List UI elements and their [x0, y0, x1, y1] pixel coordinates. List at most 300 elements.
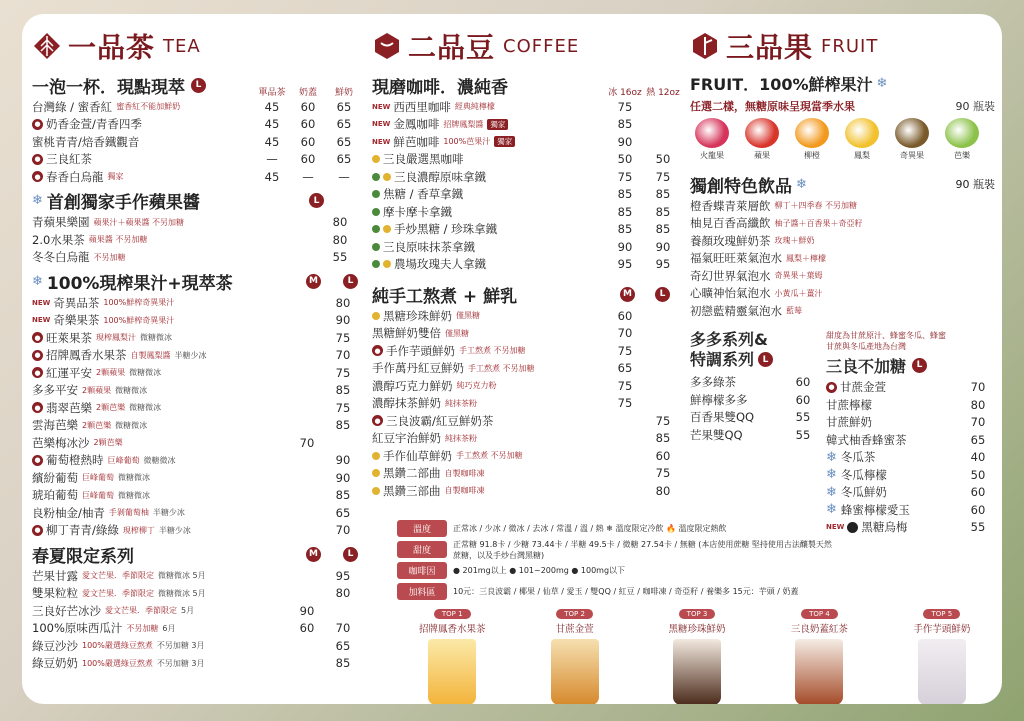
item-name: [32, 249, 318, 265]
drink-cup-icon: [551, 639, 599, 704]
snowflake-icon: ❄: [32, 273, 43, 289]
item-note: 藍莓: [786, 306, 802, 316]
item-label: 濃醇抹茶鮮奶: [372, 396, 441, 411]
item-name: [826, 467, 961, 483]
drink-cup-icon: [918, 639, 966, 704]
tea-title: [32, 22, 362, 70]
drink-cup-icon: [673, 639, 721, 704]
item-price: 55: [332, 250, 348, 265]
item-name: [32, 295, 290, 311]
item-price: 85: [617, 222, 633, 237]
item-name: [32, 151, 254, 167]
item-price: 45: [264, 99, 280, 114]
item-label: 招牌鳳香水果茶: [46, 348, 127, 363]
menu-item: [690, 197, 995, 215]
item-name: [690, 215, 995, 231]
item-note: 100%鮮榨奇異果汁: [103, 315, 175, 325]
fruit-label: 柳橙: [804, 151, 820, 160]
medium-size-badge: M: [306, 547, 321, 562]
menu-item: [32, 655, 362, 673]
juice-subtitle: 任選二樣，無糖原味呈現當季水果 90 瓶裝: [690, 100, 995, 113]
item-label: 柚見百香高纖飲: [690, 216, 771, 231]
item-price: 85: [655, 204, 671, 219]
item-name: [372, 186, 606, 202]
menu-item: [372, 482, 682, 500]
item-label: 福氣旺旺萊氣泡水: [690, 251, 782, 266]
top-rank: TOP 2: [556, 609, 593, 619]
menu-item: [372, 256, 682, 274]
item-name: [826, 502, 961, 518]
large-size-badge: L: [655, 287, 670, 302]
item-label: 手作仙草鮮奶: [383, 448, 452, 463]
item-label: 三良紅茶: [46, 152, 92, 167]
item-note: 自製咖啡凍: [444, 468, 485, 478]
item-price: 65: [335, 638, 351, 653]
item-label: 黑糖珍珠鮮奶: [383, 308, 452, 323]
item-label: 養顏玫瑰鮮奶茶: [690, 233, 771, 248]
item-note: 微糖微冰: [129, 368, 162, 378]
item-price: 65: [617, 361, 633, 376]
item-label: 2.0水果茶: [32, 232, 85, 247]
item-note: 微糖微冰: [115, 420, 148, 430]
item-price: 85: [655, 431, 671, 446]
menu-item: [32, 585, 362, 603]
snowflake-icon: ❄: [826, 449, 837, 465]
menu-item: [32, 452, 362, 470]
medium-size-badge: M: [306, 274, 321, 289]
tea-section-2: [32, 188, 362, 267]
item-price: 85: [335, 656, 351, 671]
fruit-label: 鳳梨: [854, 151, 870, 160]
item-price: 65: [335, 505, 351, 520]
item-price: 40: [970, 450, 986, 465]
item-name: [32, 232, 318, 248]
medium-size-badge: M: [620, 287, 635, 302]
item-label: 手作萬丹紅豆鮮奶: [372, 361, 464, 376]
coffee-section-2: [372, 281, 682, 500]
menu-item: [32, 469, 362, 487]
item-price: 95: [335, 568, 351, 583]
item-price: 55: [970, 520, 986, 535]
item-note: 微糖微冰: [140, 333, 172, 343]
large-size-badge: L: [191, 78, 206, 93]
item-name: [372, 448, 606, 464]
item-name: [826, 379, 961, 395]
item-label: 良粉柚金/柚青: [32, 505, 105, 520]
item-name: [372, 395, 606, 411]
item-note: 奇異果＋葉姆: [774, 271, 823, 281]
item-label: 奇幻世界氣泡水: [690, 268, 771, 283]
item-label: 柳丁青青/綠綠: [46, 523, 119, 538]
large-size-badge: L: [343, 274, 358, 289]
item-price: 85: [617, 187, 633, 202]
item-price: 60: [617, 308, 633, 323]
item-note: 巨峰葡萄: [82, 473, 114, 483]
menu-item: [32, 487, 362, 505]
menu-item: [826, 396, 995, 414]
item-note: 巨峰葡萄: [107, 455, 140, 465]
item-price: 50: [970, 467, 986, 482]
item-note: 手工熬煮 不另加糖: [456, 451, 523, 461]
item-label: 青蘋果樂園: [32, 215, 90, 230]
item-note: 愛文芒果．季節限定: [82, 588, 154, 598]
caffeine-low-icon: [372, 173, 380, 181]
item-name: [32, 116, 254, 132]
menu-item: [826, 414, 995, 432]
tea-cup-icon: ●: [32, 332, 43, 343]
item-note: 微糖微冰: [143, 455, 176, 465]
menu-item: [32, 231, 362, 249]
tea-section-4: [32, 541, 362, 672]
item-note: 不另加糖: [126, 623, 159, 633]
legend-row: [397, 519, 837, 538]
top-name: 三良奶蓋紅茶: [790, 624, 848, 635]
menu-item: [32, 116, 362, 134]
new-badge: NEW: [372, 120, 391, 129]
tea-section-1: [32, 72, 362, 186]
item-label: 農場玫瑰夫人拿鐵: [394, 257, 486, 272]
item-name: [826, 397, 961, 413]
top-name: 甘蔗金萱: [555, 624, 594, 635]
item-name: [372, 413, 606, 429]
item-price: 60: [970, 502, 986, 517]
snowflake-icon: ❄: [32, 193, 43, 208]
fruit-list: [690, 118, 995, 161]
item-name: [826, 484, 961, 500]
item-label: 金鳳咖啡: [393, 117, 440, 132]
item-label: 濃醇巧克力鮮奶: [372, 378, 453, 393]
item-name: [826, 432, 961, 448]
item-price: 75: [655, 466, 671, 481]
item-note: 不另加糖: [93, 252, 126, 262]
menu-item: [372, 98, 682, 116]
menu-item: [690, 374, 818, 392]
item-name: [372, 221, 606, 237]
item-price: 75: [335, 400, 351, 415]
item-note: 5月: [181, 606, 195, 616]
item-price: 85: [335, 418, 351, 433]
menu-item: [690, 250, 995, 268]
item-note: 2顆芭樂: [96, 403, 126, 413]
caffeine-low-icon: [372, 225, 380, 233]
item-name: [690, 392, 788, 408]
item-note: 100%嚴選綠豆熬煮: [82, 641, 153, 651]
menu-item: [32, 620, 362, 638]
item-label: 三良波霸/紅豆鮮奶茶: [386, 413, 494, 428]
item-label: 旺萊果茶: [46, 330, 92, 345]
caffeine-mid-icon: [372, 312, 380, 320]
item-price: 80: [970, 397, 986, 412]
tea-cup-icon: ●: [826, 382, 837, 393]
item-label: 翡翠芭樂: [46, 400, 92, 415]
tea-cup-icon: ●: [32, 350, 43, 361]
item-label: 甘蔗金萱: [840, 380, 886, 395]
item-price: 90: [617, 134, 633, 149]
item-price: 95: [655, 257, 671, 272]
item-label: 手作芋頭鮮奶: [386, 343, 455, 358]
item-name: [372, 378, 606, 394]
fruit-label: 火龍果: [700, 151, 724, 160]
menu-item: [690, 285, 995, 303]
item-label: 焦糖 / 香草拿鐵: [383, 187, 464, 202]
item-note: 手工熬煮 不另加糖: [459, 346, 526, 356]
item-name: [372, 256, 606, 272]
caffeine-mid-icon: [372, 452, 380, 460]
section-title: ❄ 首創獨家手作蘋果醬 L: [32, 188, 362, 214]
item-name: [32, 365, 290, 381]
caffeine-mid-icon: [383, 260, 391, 268]
item-name: [372, 99, 606, 115]
item-note: 蜜香紅不能加鮮奶: [116, 102, 181, 112]
item-name: [690, 285, 995, 301]
orange-icon: [795, 118, 829, 148]
section-title: 一泡一杯．現點現萃 L: [32, 72, 254, 98]
item-price: 85: [617, 117, 633, 132]
item-label: 葡萄橙熱時: [46, 453, 104, 468]
item-note: 經典純檸檬: [454, 102, 495, 112]
menu-item: [372, 168, 682, 186]
item-label: 三良原味抹茶拿鐵: [383, 239, 475, 254]
menu-item: [32, 214, 362, 232]
caffeine-mid-icon: [372, 155, 380, 163]
menu-item: [690, 215, 995, 233]
menu-item: [32, 347, 362, 365]
menu-item: [32, 249, 362, 267]
item-price: 60: [655, 448, 671, 463]
fruit-item: [790, 118, 834, 161]
item-label: 多多平安: [32, 383, 78, 398]
fruit-icon: [690, 31, 720, 61]
item-label: 奇樂果茶: [53, 313, 100, 328]
top-seller: [887, 609, 997, 704]
item-label: 繽紛葡萄: [32, 470, 78, 485]
apple-icon: [745, 118, 779, 148]
item-label: 冬冬白烏龍: [32, 250, 90, 265]
caffeine-low-icon: [372, 243, 380, 251]
item-name: [32, 347, 290, 363]
item-name: [32, 330, 290, 346]
item-name: [32, 400, 290, 416]
item-price: 45: [264, 117, 280, 132]
fruit-item: [840, 118, 884, 161]
item-name: [32, 638, 290, 654]
new-badge: NEW: [32, 316, 51, 325]
item-note: 柳丁＋四季春 不另加糖: [774, 201, 858, 211]
menu-item: [826, 431, 995, 449]
top-name: 手作芋頭鮮奶: [913, 624, 971, 635]
item-note: 現榨柳丁: [122, 525, 155, 535]
item-note: 不另加糖 3月: [156, 641, 205, 651]
tea-title-en: TEA: [163, 35, 201, 57]
menu-item: [32, 417, 362, 435]
tea-column: [32, 14, 362, 704]
snowflake-icon: ❄: [796, 176, 807, 192]
caffeine-mid-icon: [372, 469, 380, 477]
caffeine-mid-icon: [372, 487, 380, 495]
item-price: 60: [299, 621, 315, 636]
tea-cup-icon: ●: [32, 402, 43, 413]
item-label: 綠豆沙沙: [32, 638, 78, 653]
item-label: 西西里咖啡: [393, 99, 451, 114]
item-price: 75: [617, 378, 633, 393]
tea-title-zh: 一品茶: [68, 31, 156, 64]
item-name: [372, 360, 606, 376]
menu-item: [32, 522, 362, 540]
item-price: 75: [617, 99, 633, 114]
item-note: 微糖微冰: [115, 385, 148, 395]
top-rank: TOP 1: [434, 609, 471, 619]
top-seller: [642, 609, 752, 704]
item-label: 奶香金萱/青香四季: [46, 117, 142, 132]
item-label: 綠豆奶奶: [32, 656, 78, 671]
item-note: 手工熬煮 不另加糖: [468, 363, 535, 373]
menu-item: [372, 360, 682, 378]
item-note: 100%鮮榨奇異果汁: [103, 298, 175, 308]
legend-value: 正常冰 / 少冰 / 微冰 / 去冰 / 常溫 / 溫 / 熱 ❄ 溫度限定冷飲 🔥 溫度限定熱飲: [453, 524, 727, 533]
kiwi-icon: [895, 118, 929, 148]
item-price: 55: [795, 410, 811, 425]
legend-value: 正常糖 91.8卡 / 少糖 73.44卡 / 半糖 49.5卡 / 微糖 27.54卡 / 無糖 (本店使用蔗糖 堅持使用古法釀製天然蔗糖，以及手炒台灣黑糖): [453, 539, 832, 560]
coffee-title: [372, 22, 682, 70]
caffeine-low-icon: [372, 190, 380, 198]
item-label: 心曠神怡氣泡水: [690, 286, 771, 301]
menu-item: [372, 221, 682, 239]
item-label: 黑鑽二部曲: [383, 466, 441, 481]
item-name: [32, 382, 290, 398]
menu-item: [372, 465, 682, 483]
item-label: 芭樂梅冰沙: [32, 435, 90, 450]
item-price: 65: [336, 152, 352, 167]
menu-item: [372, 395, 682, 413]
item-label: 紅豆宇治鮮奶: [372, 431, 441, 446]
tea-cup-icon: ●: [372, 345, 383, 356]
item-label: 甘蔗鮮奶: [826, 415, 872, 430]
item-note: 僅黑糖: [445, 328, 469, 338]
menu-item: [690, 391, 818, 409]
item-price: 70: [970, 415, 986, 430]
item-price: 70: [970, 380, 986, 395]
item-price: 75: [655, 169, 671, 184]
item-note: 半糖少冰: [174, 350, 207, 360]
item-label: 黑鑽三部曲: [383, 483, 441, 498]
item-name: [372, 239, 606, 255]
item-label: 初戀藍精靈氣泡水: [690, 303, 782, 318]
item-note: 玫瑰＋鮮奶: [774, 236, 815, 246]
coffee-bean-icon: [372, 31, 402, 61]
drink-cup-icon: [795, 639, 843, 704]
item-label: 鮮檸檬多多: [690, 392, 748, 407]
item-name: [32, 417, 290, 433]
menu-item: [372, 116, 682, 134]
item-note: 鳳梨＋檸檬: [786, 253, 826, 263]
item-price: 85: [617, 204, 633, 219]
item-price: 70: [299, 435, 315, 450]
caffeine-low-icon: [372, 260, 380, 268]
item-note: 現榨鳳梨汁: [96, 333, 136, 343]
snowflake-icon: ❄: [826, 484, 837, 500]
item-price: 50: [617, 152, 633, 167]
item-price: 75: [655, 413, 671, 428]
menu-item: [32, 98, 362, 116]
item-name: [32, 568, 290, 584]
new-badge: NEW: [372, 137, 391, 146]
menu-item: [32, 312, 362, 330]
item-name: [372, 325, 606, 341]
item-note: 微糖微冰 5月: [158, 588, 206, 598]
item-price: 85: [335, 488, 351, 503]
item-price: 80: [332, 232, 348, 247]
legend-key: 加料區: [397, 583, 447, 600]
item-name: [32, 452, 290, 468]
menu-item: [690, 267, 995, 285]
top-name: 招牌鳳香水果茶: [418, 624, 486, 635]
item-note: 蘋果汁＋蘋果醬 不另加糖: [93, 217, 185, 227]
item-price: 90: [335, 453, 351, 468]
item-price: 75: [617, 396, 633, 411]
legend: [397, 519, 837, 603]
item-note: 半糖少冰: [158, 525, 191, 535]
item-name: [32, 603, 290, 619]
item-price: 85: [655, 222, 671, 237]
item-price: 55: [795, 427, 811, 442]
coffee-title-zh: 二品豆: [408, 31, 496, 64]
item-price: 90: [299, 603, 315, 618]
item-name: [372, 116, 606, 132]
legend-key: 甜度: [397, 541, 447, 558]
item-label: 100%原味西瓜汁: [32, 621, 123, 636]
item-label: 蜂蜜檸檬愛玉: [840, 502, 910, 517]
item-name: [372, 483, 606, 499]
legend-value: ● 201mg以上 ● 101~200mg ● 100mg以下: [453, 566, 626, 575]
pineapple-icon: [845, 118, 879, 148]
item-name: [32, 169, 254, 185]
item-price: 70: [335, 621, 351, 636]
coffee-section-1: [372, 72, 682, 273]
item-price: 75: [617, 343, 633, 358]
menu-item: [32, 294, 362, 312]
top-rank: TOP 4: [801, 609, 838, 619]
item-price: —: [266, 152, 278, 167]
fruit-label: 奇異果: [900, 151, 924, 160]
item-price: 90: [617, 239, 633, 254]
item-name: [372, 151, 606, 167]
new-badge: NEW: [826, 523, 845, 532]
item-name: [372, 204, 606, 220]
snowflake-icon: ❄: [826, 502, 837, 518]
item-label: 手炒黑糖 / 珍珠拿鐵: [394, 222, 498, 237]
item-name: [32, 505, 290, 521]
legend-key: 溫度: [397, 520, 447, 537]
item-price: 90: [655, 239, 671, 254]
menu-item: [372, 133, 682, 151]
item-label: 台灣綠 / 蜜香紅: [32, 99, 113, 114]
menu-item: [826, 449, 995, 467]
item-price: 65: [336, 99, 352, 114]
item-label: 橙香蝶青萊層飲: [690, 198, 771, 213]
fruit-label: 蘋果: [754, 151, 770, 160]
menu-item: [372, 377, 682, 395]
legend-row: [397, 540, 837, 559]
item-price: 80: [335, 295, 351, 310]
fruit-item: [890, 118, 934, 161]
item-name: [690, 427, 788, 443]
menu-item: [32, 434, 362, 452]
top-seller: [519, 609, 629, 704]
item-name: [826, 414, 961, 430]
guava-icon: [945, 118, 979, 148]
item-price: 80: [332, 215, 348, 230]
item-price: 70: [617, 326, 633, 341]
